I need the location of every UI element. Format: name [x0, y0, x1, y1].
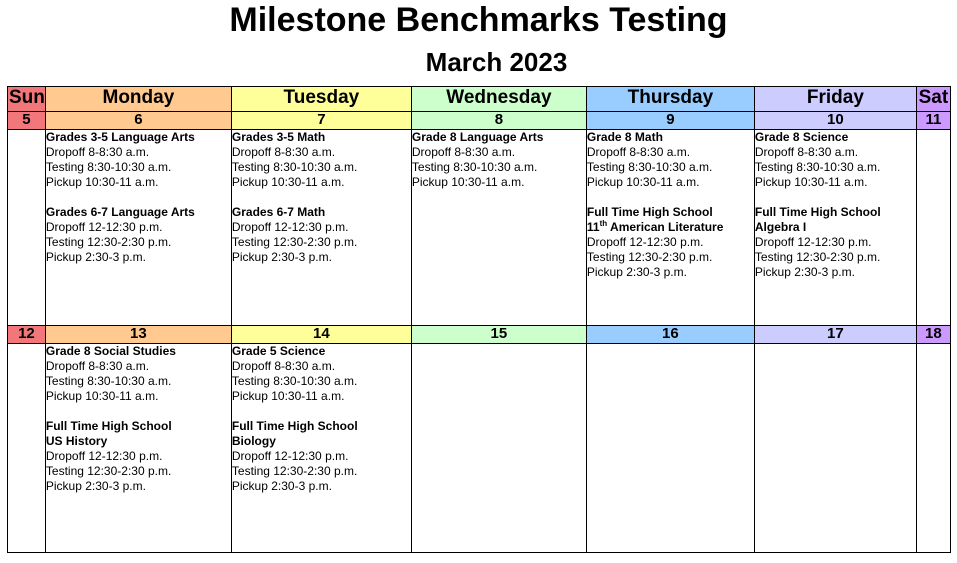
test-event [755, 130, 916, 190]
event-name: Grade 8 Math [586, 130, 663, 144]
weekday-sat: Sat [916, 87, 950, 112]
test-event [46, 344, 231, 404]
event-time-line: Testing 8:30-10:30 a.m. [754, 160, 881, 174]
event-time-line: Pickup 10:30-11 a.m. [411, 175, 525, 189]
day-cell [45, 130, 231, 326]
event-subject-number: 11 [586, 220, 600, 234]
event-time-line: Dropoff 8-8:30 a.m. [231, 359, 336, 373]
event-name: Grade 8 Social Studies [45, 344, 176, 358]
event-name: Grades 3-5 Math [231, 130, 326, 144]
event-time-line: Testing 12:30-2:30 p.m. [231, 464, 358, 478]
weekday-wed: Wednesday [411, 87, 586, 112]
date-row-week-2 [8, 326, 951, 344]
page-subtitle: March 2023 [425, 47, 568, 77]
test-event [46, 205, 231, 265]
date-number: 15 [411, 326, 586, 344]
event-time-line: Testing 12:30-2:30 p.m. [586, 250, 713, 264]
date-number: 13 [45, 326, 231, 344]
day-cell-sun [8, 130, 46, 326]
event-time-line: Dropoff 12-12:30 p.m. [45, 220, 163, 234]
event-time-line: Pickup 2:30-3 p.m. [231, 250, 332, 264]
event-time-line: Testing 12:30-2:30 p.m. [45, 235, 172, 249]
event-time-line: Testing 8:30-10:30 a.m. [45, 374, 172, 388]
event-time-line: Testing 8:30-10:30 a.m. [231, 160, 358, 174]
event-time-line: Pickup 2:30-3 p.m. [45, 250, 146, 264]
event-time-line: Pickup 10:30-11 a.m. [754, 175, 868, 189]
event-time-line: Dropoff 8-8:30 a.m. [586, 145, 691, 159]
date-number: 7 [231, 112, 411, 130]
test-event [755, 205, 916, 280]
event-name: Grades 3-5 Language Arts [45, 130, 195, 144]
day-cell [411, 344, 586, 553]
event-time-line: Pickup 10:30-11 a.m. [586, 175, 700, 189]
event-time-line: Pickup 10:30-11 a.m. [231, 389, 345, 403]
date-number: 11 [916, 112, 950, 130]
test-event [232, 419, 411, 494]
event-time-line: Dropoff 8-8:30 a.m. [754, 145, 859, 159]
test-event [232, 344, 411, 404]
day-cell [586, 344, 754, 553]
day-cell [754, 344, 916, 553]
event-name: Full Time High School [754, 205, 881, 219]
event-time-line: Dropoff 12-12:30 p.m. [231, 449, 349, 463]
event-subject-ordinal: th [599, 219, 608, 228]
event-name: Grades 6-7 Math [231, 205, 326, 219]
events-row-week-1 [8, 130, 951, 326]
event-name: Grade 8 Language Arts [411, 130, 544, 144]
event-name: Grade 5 Science [231, 344, 326, 358]
event-time-line: Pickup 2:30-3 p.m. [231, 479, 332, 493]
event-name: Grade 8 Science [754, 130, 849, 144]
event-subject: Algebra I [754, 220, 807, 234]
event-time-line: Dropoff 12-12:30 p.m. [754, 235, 872, 249]
event-time-line: Testing 8:30-10:30 a.m. [411, 160, 538, 174]
weekday-thu: Thursday [586, 87, 754, 112]
event-time-line: Dropoff 12-12:30 p.m. [231, 220, 349, 234]
event-time-line: Testing 8:30-10:30 a.m. [231, 374, 358, 388]
day-cell-sat [916, 344, 950, 553]
event-name: Grades 6-7 Language Arts [45, 205, 195, 219]
test-event [232, 205, 411, 265]
day-cell [586, 130, 754, 326]
test-event [46, 130, 231, 190]
date-row-week-1 [8, 112, 951, 130]
event-time-line: Pickup 10:30-11 a.m. [231, 175, 345, 189]
day-cell [231, 130, 411, 326]
event-time-line: Pickup 2:30-3 p.m. [586, 265, 687, 279]
event-time-line: Dropoff 8-8:30 a.m. [411, 145, 516, 159]
date-number: 10 [754, 112, 916, 130]
test-event [412, 130, 586, 190]
date-number: 18 [916, 326, 950, 344]
date-number: 5 [8, 112, 46, 130]
date-number: 16 [586, 326, 754, 344]
event-time-line: Testing 12:30-2:30 p.m. [754, 250, 881, 264]
test-event [232, 130, 411, 190]
event-time-line: Dropoff 12-12:30 p.m. [586, 235, 704, 249]
event-time-line: Testing 12:30-2:30 p.m. [231, 235, 358, 249]
event-time-line: Dropoff 12-12:30 p.m. [45, 449, 163, 463]
event-name: Full Time High School [45, 419, 172, 433]
event-subject-title: American Literature [607, 220, 724, 234]
weekday-fri: Friday [754, 87, 916, 112]
event-time-line: Pickup 10:30-11 a.m. [45, 175, 159, 189]
day-cell-sun [8, 344, 46, 553]
test-event [46, 419, 231, 494]
weekday-sun: Sun [8, 87, 46, 112]
event-time-line: Dropoff 8-8:30 a.m. [45, 145, 150, 159]
date-number: 12 [8, 326, 46, 344]
event-time-line: Testing 8:30-10:30 a.m. [586, 160, 713, 174]
day-cell-sat [916, 130, 950, 326]
page-title: Milestone Benchmarks Testing [229, 1, 728, 39]
day-cell [411, 130, 586, 326]
event-subject: US History [45, 434, 108, 448]
test-event [587, 205, 754, 280]
day-cell [45, 344, 231, 553]
day-cell [231, 344, 411, 553]
day-cell [754, 130, 916, 326]
event-name: Full Time High School [586, 205, 713, 219]
event-name: Full Time High School [231, 419, 358, 433]
event-time-line: Dropoff 8-8:30 a.m. [231, 145, 336, 159]
date-number: 9 [586, 112, 754, 130]
event-time-line: Pickup 10:30-11 a.m. [45, 389, 159, 403]
event-subject: Biology [231, 434, 276, 448]
date-number: 14 [231, 326, 411, 344]
events-row-week-2 [8, 344, 951, 553]
date-number: 8 [411, 112, 586, 130]
weekday-mon: Monday [45, 87, 231, 112]
date-number: 6 [45, 112, 231, 130]
weekday-tue: Tuesday [231, 87, 411, 112]
event-time-line: Testing 8:30-10:30 a.m. [45, 160, 172, 174]
test-event [587, 130, 754, 190]
date-number: 17 [754, 326, 916, 344]
event-time-line: Pickup 2:30-3 p.m. [45, 479, 146, 493]
event-time-line: Pickup 2:30-3 p.m. [754, 265, 855, 279]
weekday-header-row [8, 87, 951, 112]
event-time-line: Testing 12:30-2:30 p.m. [45, 464, 172, 478]
calendar-grid [7, 86, 951, 553]
event-time-line: Dropoff 8-8:30 a.m. [45, 359, 150, 373]
event-subject [587, 220, 754, 235]
